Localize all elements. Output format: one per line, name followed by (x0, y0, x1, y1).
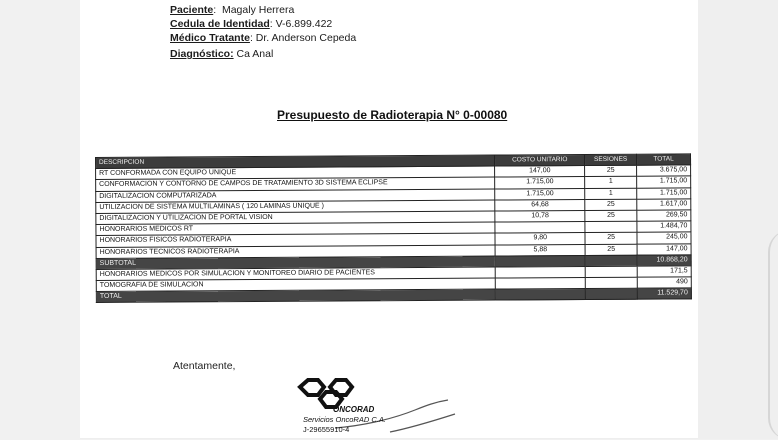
row-sessions: 1 (585, 177, 637, 189)
row-sessions (585, 221, 637, 233)
row-unit-cost: 147,00 (495, 166, 585, 178)
row-description: HONORARIOS MEDICOS POR SIMULACION Y MONITOREO DIARIO DE PACIENTES (96, 267, 495, 281)
header-total: TOTAL (637, 154, 691, 166)
row-unit-cost: 5,88 (495, 244, 585, 256)
empty-cell (496, 289, 586, 301)
patient-row: Paciente: Magaly Herrera (170, 4, 295, 16)
empty-cell (585, 255, 637, 267)
id-card-row: Cedula de Identidad: V-6.899.422 (170, 18, 333, 30)
diagnosis-value: Ca Anal (236, 48, 274, 60)
row-sessions (585, 266, 637, 278)
row-total: 269,50 (637, 210, 691, 222)
doctor-row: Médico Tratante: Dr. Anderson Cepeda (170, 32, 357, 44)
empty-cell (585, 288, 637, 300)
row-unit-cost: 10,78 (495, 210, 585, 222)
row-description: HONORARIOS TECNICOS RADIOTERAPIA (96, 245, 495, 259)
header-unit-cost: COSTO UNITARIO (495, 155, 585, 167)
row-sessions: 25 (585, 244, 637, 256)
row-description: TOMOGRAFIA DE SIMULACION (96, 278, 495, 292)
diagnosis-label: Diagnóstico: (170, 48, 234, 60)
row-sessions: 25 (585, 210, 637, 222)
row-sessions: 25 (585, 165, 637, 177)
row-unit-cost: 64,68 (495, 199, 585, 211)
row-total: 1.484,70 (637, 221, 691, 233)
viewer-background (698, 0, 778, 439)
header-sessions: SESIONES (585, 154, 637, 166)
row-total: 1.715,00 (637, 187, 691, 199)
row-total: 171,5 (637, 266, 691, 278)
row-description: DIGITALIZACION Y UTILIZACION DE PORTAL VISION (96, 211, 495, 225)
row-sessions: 25 (585, 233, 637, 245)
row-description: DIGITALIZACION COMPUTARIZADA (96, 189, 495, 203)
row-total: 147,00 (637, 243, 691, 255)
row-description: HONORARIOS FISICOS RADIOTERAPIA (96, 233, 495, 247)
row-description: CONFORMACION Y CONTORNO DE CAMPOS DE TRATAMIENTO 3D SISTEMA ECLIPSE (96, 177, 495, 191)
row-total: 245,00 (637, 232, 691, 244)
row-total: 490 (637, 277, 691, 289)
table-body (96, 165, 692, 303)
subtotal-label: SUBTOTAL (96, 256, 495, 270)
budget-title: Presupuesto de Radioterapia N° 0-00080 (277, 108, 508, 122)
row-sessions (585, 277, 637, 289)
row-total: 1.617,00 (637, 199, 691, 211)
subtotal-value: 10.868,20 (637, 255, 691, 267)
diagnosis-row (170, 48, 273, 60)
row-sessions: 25 (585, 199, 637, 211)
viewer-edge (768, 230, 778, 440)
row-unit-cost: 9,80 (495, 233, 585, 245)
stamp-brand: ONCORAD (333, 405, 375, 414)
doctor-name: Dr. Anderson Cepeda (255, 32, 357, 44)
row-unit-cost (496, 266, 586, 278)
patient-label: Paciente (170, 4, 214, 16)
row-description: HONORARIOS MEDICOS RT (96, 222, 495, 236)
empty-cell (495, 255, 585, 267)
grand-total-label: TOTAL (96, 289, 495, 303)
row-unit-cost: 1.715,00 (495, 188, 585, 200)
row-unit-cost: 1.715,00 (495, 177, 585, 189)
grand-total-value: 11.529,70 (637, 288, 691, 300)
header-description: DESCRIPCION (96, 155, 495, 169)
stamp-company: Servicios OncoRAD C.A. (303, 415, 386, 424)
patient-header (170, 3, 356, 45)
row-unit-cost (496, 278, 586, 290)
id-card-value: V-6.899.422 (275, 18, 333, 30)
doctor-label: Médico Tratante (170, 32, 250, 44)
row-description: RT CONFORMADA CON EQUIPO UNIQUE (96, 166, 495, 180)
row-unit-cost (495, 222, 585, 234)
row-total: 1.715,00 (637, 176, 691, 188)
row-total: 3.675,00 (637, 165, 691, 177)
row-description: UTILIZACION DE SISTEMA MULTILAMINAS ( 120 LAMINAS UNIQUE ) (96, 200, 495, 214)
patient-name: Magaly Herrera (221, 4, 295, 16)
closing-text: Atentamente, (173, 360, 236, 372)
id-card-label: Cedula de Identidad (170, 18, 270, 30)
row-sessions: 1 (585, 188, 637, 200)
stamp-rif: J-29655910-4 (303, 425, 350, 434)
budget-table (95, 153, 692, 303)
